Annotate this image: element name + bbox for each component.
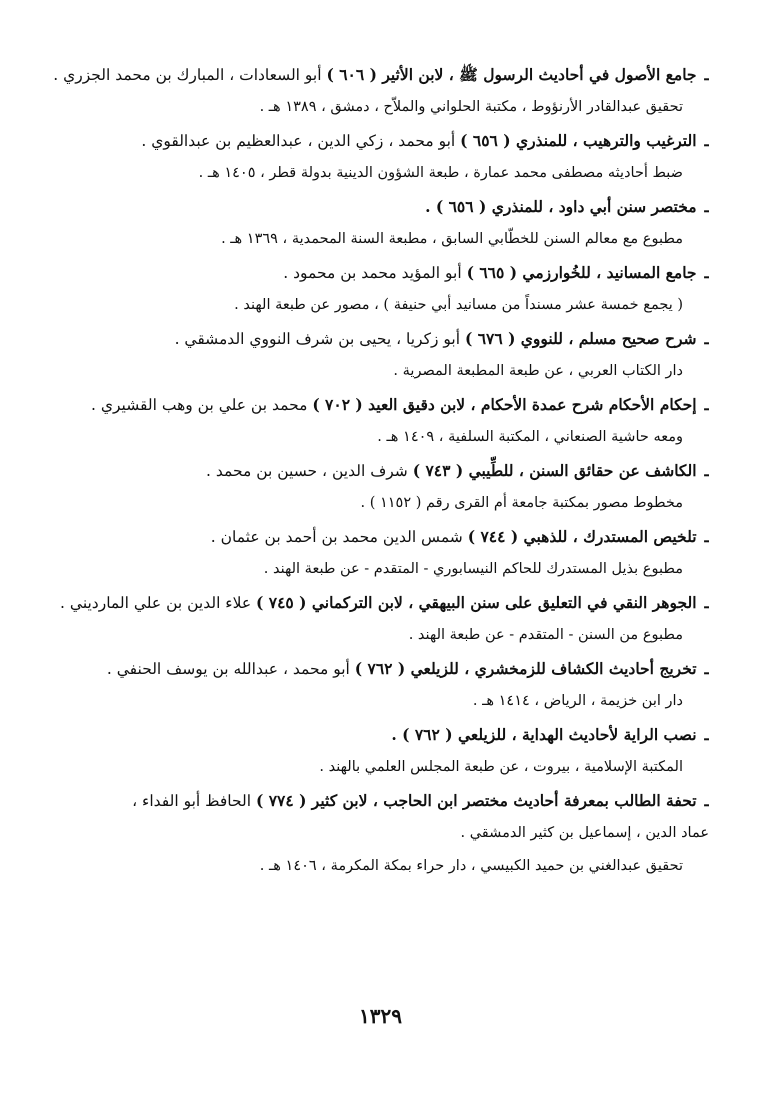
entry-title: الجوهر النقي في التعليق على سنن البيهقي ، لابن التركماني ( ٧٤٥ ) [256, 593, 697, 612]
entry-note: ضبط أحاديثه مصطفى محمد عمارة ، طبعة الشؤون الدينية بدولة قطر ، ١٤٠٥ هـ . [198, 165, 683, 181]
entry-note: مخطوط مصور بمكتبة جامعة أم القرى رقم ( ١١٥٢ ) . [360, 495, 683, 511]
entry-heading [49, 124, 709, 157]
entry-title: تلخيص المستدرك ، للذهبي ( ٧٤٤ ) [467, 527, 697, 546]
bibliography-entry [49, 520, 709, 586]
bibliography-entry [49, 388, 709, 454]
entry-dash: ـ [704, 527, 709, 546]
entry-note: مطبوع من السنن - المتقدم - عن طبعة الهند . [408, 627, 683, 643]
entry-title: تخريج أحاديث الكشاف للزمخشري ، للزيلعي ( ٧٦٢ ) [354, 659, 697, 678]
bibliography-entry [49, 718, 709, 784]
entry-title: شرح صحيح مسلم ، للنووي ( ٦٧٦ ) [464, 329, 697, 348]
entry-author: شمس الدين محمد بن أحمد بن عثمان . [210, 528, 463, 546]
entry-note: تحقيق عبدالقادر الأرنؤوط ، مكتبة الحلواني والملاّح ، دمشق ، ١٣٨٩ هـ . [259, 99, 683, 115]
entry-note: مطبوع بذيل المستدرك للحاكم النيسابوري - المتقدم - عن طبعة الهند . [263, 561, 683, 577]
entry-title: الكاشف عن حقائق السنن ، للطِّيبي ( ٧٤٣ ) [412, 461, 697, 480]
entry-dash: ـ [704, 791, 709, 810]
entry-note: دار ابن خزيمة ، الرياض ، ١٤١٤ هـ . [472, 693, 683, 709]
entry-author: علاء الدين بن علي المارديني . [60, 594, 252, 612]
bibliography-entry [49, 256, 709, 322]
bibliography-entry [49, 124, 709, 190]
bibliography-entry [49, 454, 709, 520]
entry-dash: ـ [704, 65, 709, 84]
entry-author: شرف الدين ، حسين بن محمد . [206, 462, 408, 480]
entry-title: الترغيب والترهيب ، للمنذري ( ٦٥٦ ) [460, 131, 697, 150]
entry-heading [49, 520, 709, 553]
bibliography-entry [49, 322, 709, 388]
entry-title: مختصر سنن أبي داود ، للمنذري ( ٦٥٦ ) . [425, 197, 697, 216]
bibliography-entry [49, 586, 709, 652]
entry-author: أبو السعادات ، المبارك بن محمد الجزري . [53, 66, 322, 84]
entry-heading [49, 454, 709, 487]
entry-dash: ـ [704, 131, 709, 150]
entry-note: دار الكتاب العربي ، عن طبعة المطبعة المصرية . [393, 363, 683, 379]
entry-author: أبو محمد ، زكي الدين ، عبدالعظيم بن عبدالقوي . [141, 132, 456, 150]
entry-dash: ـ [704, 725, 709, 744]
entry-note: عماد الدين ، إسماعيل بن كثير الدمشقي . [460, 825, 709, 841]
bibliography-entry [49, 190, 709, 256]
entry-dash: ـ [704, 593, 709, 612]
entry-title: تحفة الطالب بمعرفة أحاديث مختصر ابن الحاجب ، لابن كثير ( ٧٧٤ ) [255, 791, 697, 810]
entry-heading [49, 58, 709, 91]
entry-title: إحكام الأحكام شرح عمدة الأحكام ، لابن دقيق العيد ( ٧٠٢ ) [312, 395, 697, 414]
bibliography-entry [49, 58, 709, 124]
entry-note: تحقيق عبدالغني بن حميد الكبيسي ، دار حراء بمكة المكرمة ، ١٤٠٦ هـ . [259, 858, 683, 874]
entry-author: أبو زكريا ، يحيى بن شرف النووي الدمشقي . [174, 330, 461, 348]
entry-dash: ـ [704, 263, 709, 282]
entry-title: جامع المسانيد ، للخُوارزمي ( ٦٦٥ ) [466, 263, 697, 282]
entry-dash: ـ [704, 329, 709, 348]
entry-author: الحافظ أبو الفداء ، [132, 792, 252, 810]
entry-dash: ـ [704, 395, 709, 414]
entry-dash: ـ [704, 197, 709, 216]
entry-note: ومعه حاشية الصنعاني ، المكتبة السلفية ، ١٤٠٩ هـ . [377, 429, 683, 445]
entry-heading [49, 388, 709, 421]
page-number: ١٣٢٩ [359, 1004, 402, 1028]
entry-author: أبو محمد ، عبدالله بن يوسف الحنفي . [106, 660, 350, 678]
entry-note: المكتبة الإسلامية ، بيروت ، عن طبعة المجلس العلمي بالهند . [319, 759, 683, 775]
entry-heading [49, 586, 709, 619]
entry-title: نصب الراية لأحاديث الهداية ، للزيلعي ( ٧٦٢ ) . [391, 725, 697, 744]
entry-dash: ـ [704, 659, 709, 678]
bibliography-list [49, 58, 709, 883]
entry-title: جامع الأصول في أحاديث الرسول ﷺ ، لابن الأثير ( ٦٠٦ ) [326, 65, 697, 84]
entry-dash: ـ [704, 461, 709, 480]
bibliography-entry [49, 652, 709, 718]
entry-note: مطبوع مع معالم السنن للخطّابي السابق ، مطبعة السنة المحمدية ، ١٣٦٩ هـ . [221, 231, 683, 247]
entry-heading [49, 784, 709, 817]
entry-author: محمد بن علي بن وهب القشيري . [91, 396, 308, 414]
entry-author: أبو المؤيد محمد بن محمود . [283, 264, 462, 282]
entry-heading [49, 652, 709, 685]
entry-heading [49, 190, 709, 223]
entry-heading [49, 718, 709, 751]
entry-note: ( يجمع خمسة عشر مسنداً من مسانيد أبي حنيفة ) ، مصور عن طبعة الهند . [234, 297, 683, 313]
entry-heading [49, 256, 709, 289]
bibliography-entry [49, 784, 709, 883]
entry-heading [49, 322, 709, 355]
